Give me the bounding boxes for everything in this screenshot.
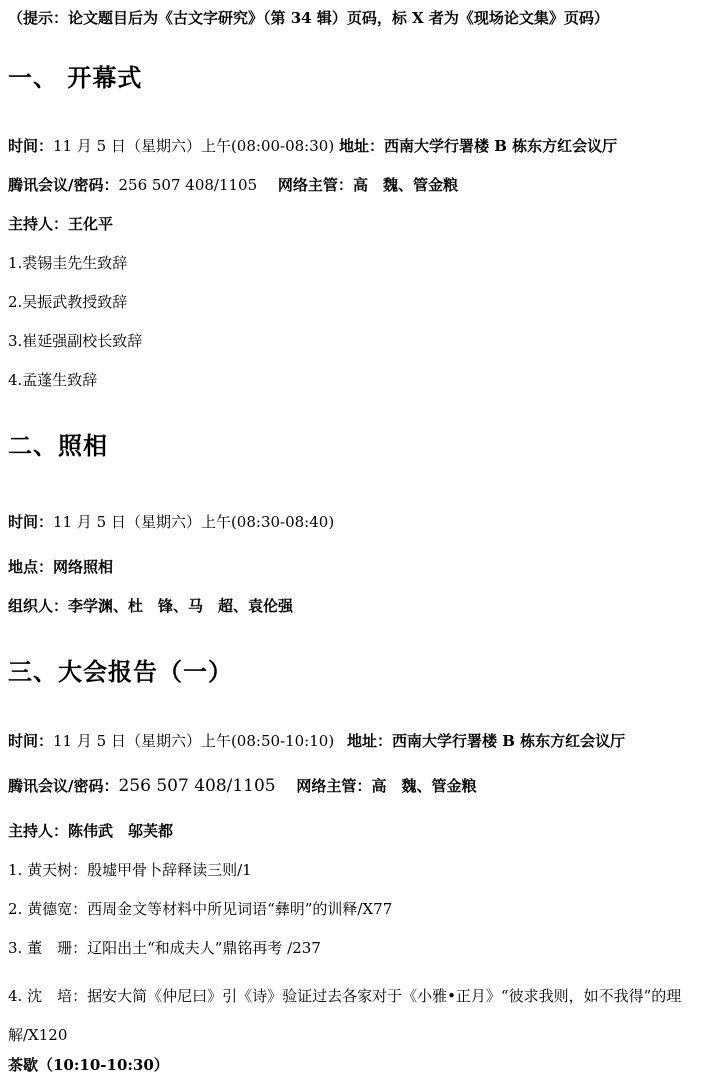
organizer-value: 李学渊、杜 锋、马 超、袁伦强 xyxy=(68,597,294,615)
section-heading-opening: 一、 开幕式 xyxy=(8,63,143,92)
meeting-label: 腾讯会议/密码： xyxy=(8,777,119,795)
host-label: 主持人： xyxy=(8,822,69,840)
network-value: 高 魏、管金粮 xyxy=(352,176,458,194)
opening-host-row xyxy=(8,214,113,234)
section-heading-report: 三、大会报告（一） xyxy=(8,657,233,686)
place-value: 西南大学行署楼 B 栋东方红会议厅 xyxy=(383,137,618,155)
time-label: 时间： xyxy=(8,513,54,531)
list-item: 3.崔延强副校长致辞 xyxy=(8,332,143,350)
time-label: 时间： xyxy=(8,732,54,750)
list-item: 3. 董 珊：辽阳出土“和成夫人”鼎铭再考 /237 xyxy=(8,939,321,957)
host-value: 王化平 xyxy=(68,215,114,233)
section-heading-photo: 二、照相 xyxy=(8,431,108,460)
place-label: 地址： xyxy=(338,137,384,155)
list-item: 2.吴振武教授致辞 xyxy=(8,293,128,311)
report-time-place-row xyxy=(8,731,625,751)
list-item: 4.孟蓬生致辞 xyxy=(8,371,98,389)
list-item: 4. 沈 培：据安大简《仲尼曰》引《诗》验证过去各家对于《小雅•正月》“彼求我则，如不我得”的理解/X120 xyxy=(8,987,682,1044)
list-item: 1. 黄天树：殷墟甲骨卜辞释读三则/1 xyxy=(8,861,252,879)
photo-place-row xyxy=(8,557,113,577)
list-item: 2. 黄德宽：西周金文等材料中所见词语“彝明”的训释/X77 xyxy=(8,900,393,918)
organizer-label: 组织人： xyxy=(8,597,69,615)
meeting-value: 256 507 408/1105 xyxy=(118,776,276,796)
host-value: 陈伟武 邬芙都 xyxy=(68,822,174,840)
place-value: 网络照相 xyxy=(53,558,114,576)
host-label: 主持人： xyxy=(8,215,69,233)
photo-time-row xyxy=(8,512,334,532)
place-value: 西南大学行署楼 B 栋东方红会议厅 xyxy=(391,732,626,750)
meeting-label: 腾讯会议/密码： xyxy=(8,176,119,194)
place-label: 地址： xyxy=(346,732,392,750)
time-value: 11 月 5 日（星期六）上午(08:00-08:30) xyxy=(53,137,335,155)
report-host-row xyxy=(8,821,173,841)
list-item: 1.裘锡圭先生致辞 xyxy=(8,254,128,272)
time-value: 11 月 5 日（星期六）上午(08:30-08:40) xyxy=(53,513,335,531)
network-value: 高 魏、管金粮 xyxy=(371,777,477,795)
meeting-value: 256 507 408/1105 xyxy=(118,176,258,194)
time-value: 11 月 5 日（星期六）上午(08:50-10:10) xyxy=(53,732,335,750)
hint-note: （提示：论文题目后为《古文字研究》（第 34 辑）页码，标 X 者为《现场论文集》页码） xyxy=(8,9,609,27)
tea-break: 茶歇（10:10-10:30） xyxy=(8,1056,169,1074)
time-label: 时间： xyxy=(8,137,54,155)
place-label: 地点： xyxy=(8,558,54,576)
network-label: 网络主管： xyxy=(296,777,372,795)
opening-time-place-row xyxy=(8,136,617,156)
network-label: 网络主管： xyxy=(277,176,353,194)
photo-organizer-row xyxy=(8,596,293,616)
report-meeting-row xyxy=(8,776,476,796)
opening-meeting-row xyxy=(8,175,458,195)
